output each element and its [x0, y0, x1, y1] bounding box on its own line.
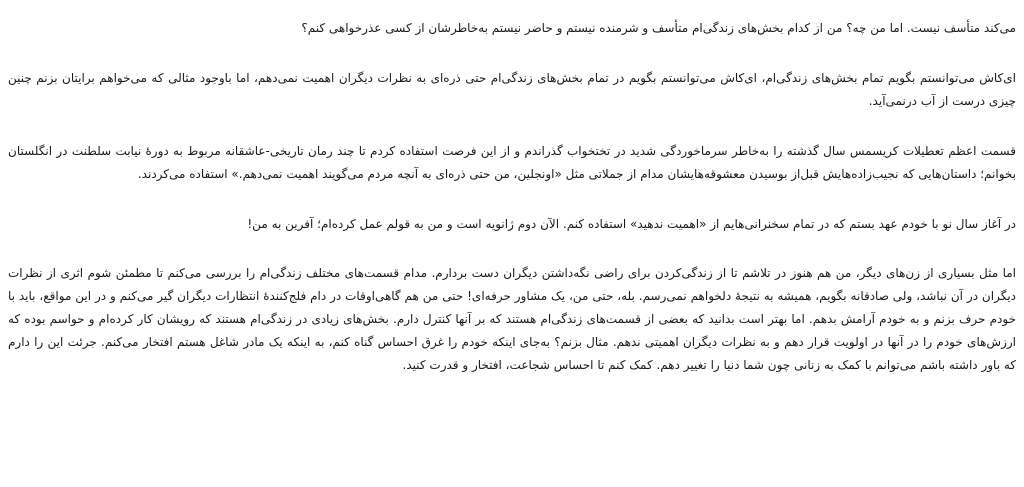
paragraph-1: می‌کند متأسف نیست. اما من چه؟ من از کدام بخش‌های زندگی‌ام متأسف و شرمنده نیستم و حاضر نیستم به‌خاطرشان از کسی عذرخواهی کنم؟ [301, 21, 1016, 35]
paragraph-5: اما مثل بسیاری از زن‌های دیگر، من هم هنوز در تلاشم تا از زندگی‌کردن برای راضی نگه‌داشتن دیگران دست بردارم. مدام قسمت‌های مختلف زندگی‌ام را بررسی می‌کنم تا مطمئن شوم اثری از نظرات دیگران در آن نباشد، ولی صادقانه بگویم، همیشه به نتیجهٔ دلخواهم نمی‌رسم. بله، حتی من، یک مشاور حرفه‌ای! حتی من هم گاهی‌اوقات در دام فلج‌کنندهٔ انتظارات دیگران گیر می‌کنم و در این مواقع، باید با خودم حرف بزنم و به خودم آرامش بدهم. اما بهتر است بدانید که بعضی از قسمت‌های زندگی‌ام هستند که بر آنها کنترل دارم. بخش‌های زیادی در زندگی‌ام هستند که رویشان کار کرده‌ام و حواسم بوده که ارزش‌های خودم را در آنها در اولویت قرار دهم و به نظرات دیگران اهمیتی ندهم. مثال بزنم؟ به‌جای اینکه خودم را غرق احساس گناه کنم، به اینکه یک مادر شاغل هستم افتخار می‌کنم. جرئت این را دارم که باور داشته باشم می‌توانم با کمک به زنانی چون شما دنیا را تغییر دهم. کمک کنم تا احساس شجاعت، افتخار و قدرت کنید. [8, 266, 1016, 372]
paragraph-3: قسمت اعظم تعطیلات کریسمس سال گذشته را به‌خاطر سرماخوردگی شدید در تختخواب گذراندم و از این فرصت استفاده کردم تا چند رمان تاریخی-عاشقانه مربوط به دورهٔ نیابت سلطنت در انگلستان بخوانم؛ داستان‌هایی که نجیب‌زاده‌هایش قبل‌از بوسیدن معشوقه‌هایشان مدام از جملاتی مثل «اونجلین، من حتی ذره‌ای به آنچه مردم می‌گویند اهمیت نمی‌دهم.» استفاده می‌کردند. [8, 144, 1016, 181]
document-body [8, 0, 1016, 377]
paragraph-4: در آغاز سال نو با خودم عهد بستم که در تمام سخنرانی‌هایم از «اهمیت ندهید» استفاده کنم. الآن دوم ژانویه است و من به قولم عمل کرده‌ام؛ آفرین به من! [247, 217, 1016, 231]
paragraph-2: ای‌کاش می‌توانستم بگویم تمام بخش‌های زندگی‌ام، ای‌کاش می‌توانستم بگویم در تمام بخش‌های زندگی‌ام حتی ذره‌ای به نظرات دیگران اهمیت نمی‌دهم، اما باوجود مثالی که می‌خواهم برایتان بزنم چنین چیزی درست از آب درنمی‌آید. [8, 71, 1016, 108]
